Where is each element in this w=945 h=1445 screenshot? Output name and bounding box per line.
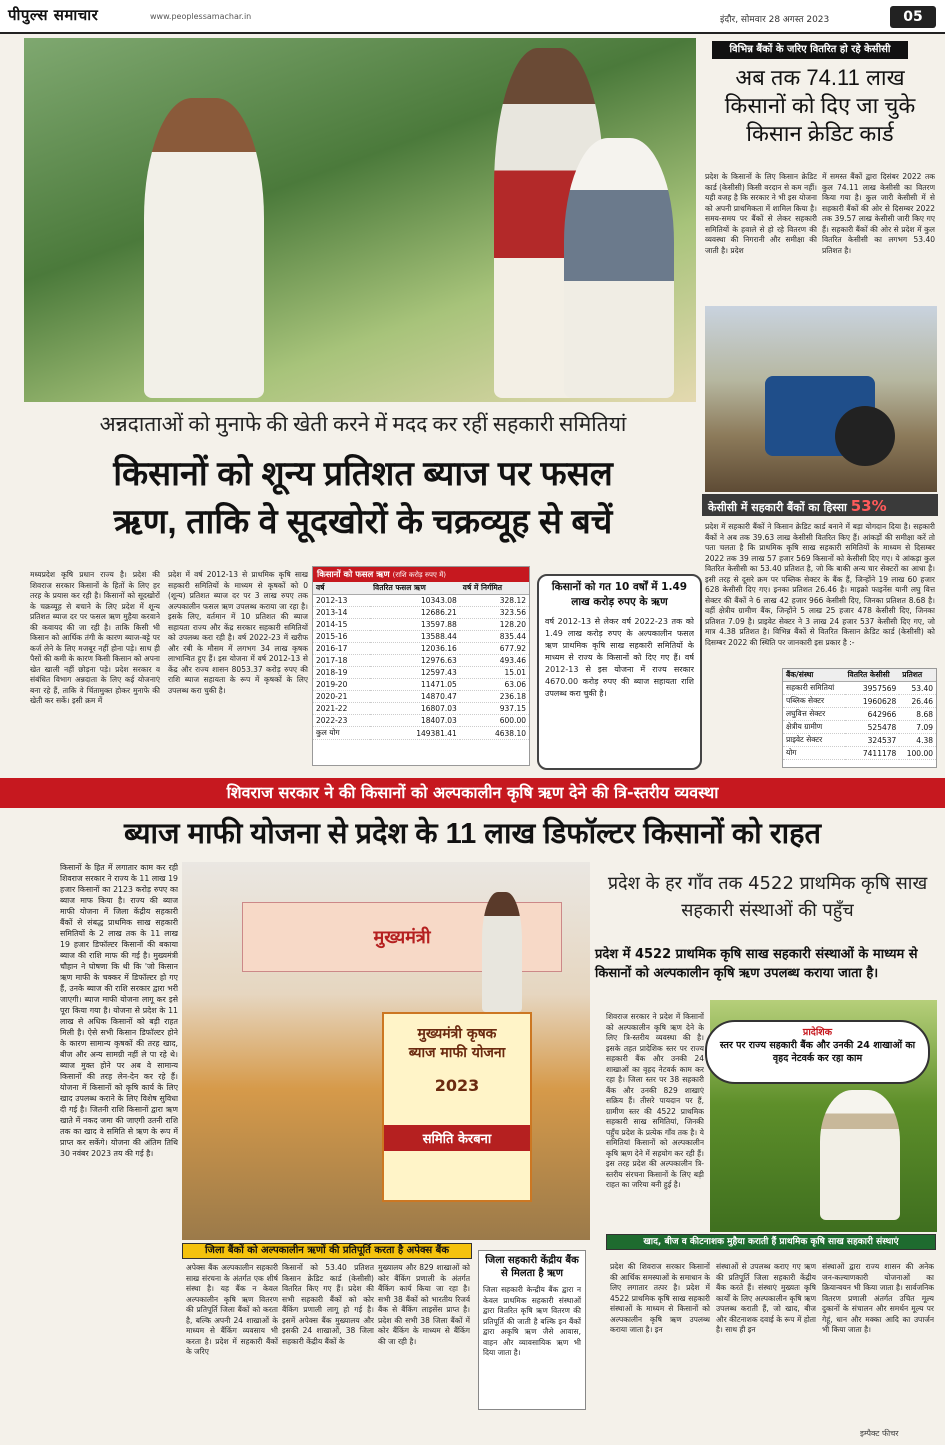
table-row — [313, 607, 529, 619]
table-cell: 12597.43 — [370, 667, 460, 679]
table-row — [783, 708, 936, 721]
bank-kcc-table-grid — [783, 669, 936, 760]
table-cell: 4.38 — [899, 734, 936, 747]
second-story-highlight: प्रदेश में 4522 प्राथमिक कृषि साख सहकारी संस्थाओं के माध्यम से किसानों को अल्पकालीन कृषि ऋण उपलब्ध कराया जाता है। — [595, 947, 918, 981]
apex-col2: किसानों को 53.40 प्रतिशत किसान क्रेडिट कार्ड (केसीसी) वितरित किए गए हैं। प्रदेश की सभी सहकारी बैंकों को कोर बैंकिंग प्रणाली लागू हो गई है। इसमें अपेक्स बैंक मुख्यालय और इसकी 24 शाखाओं, 38 जिला सहकारी केंद्रीय बैंकों के — [282, 1263, 374, 1346]
kcc-share-percent: 53% — [850, 497, 887, 515]
website-url[interactable]: www.peoplessamachar.in — [150, 12, 252, 21]
event-photo — [182, 862, 590, 1240]
table-cell: 12976.63 — [370, 655, 460, 667]
table-cell: 4638.10 — [460, 727, 529, 740]
table-cell: 323.56 — [460, 607, 529, 619]
top-story-col2: प्रदेश में वर्ष 2012-13 से प्राथमिक कृषि साख सहकारी समितियों के माध्यम से कृषकों को 0 (शून्य) प्रतिशत ब्याज दर पर 3 लाख रुपए तक अल्पकालीन फसल ऋण उपलब्ध कराया जा रहा है। इसके लिए, वर्तमान में 10 प्रतिशत की ब्याज सहायता राज्य और केंद्र सरकार सहकारी समितियों को उपलब्ध करा रही है। वर्ष 2022-23 में खरीफ और रबी के मौसम में लगभग 34 लाख कृषक लाभान्वित हुए हैं। इस योजना में वर्ष 2012-13 से केंद्र और राज्य शासन 8053.37 करोड़ रुपए की राशि ब्याज सहायता के रूप में कृषकों के लिए उपलब्ध करा चुकी है। — [168, 570, 308, 695]
headline-line-2: ऋण, ताकि वे सूदखोरों के चक्रव्यूह से बचें — [113, 503, 613, 541]
table-cell: योग — [783, 747, 845, 760]
table-cell: 2018-19 — [313, 667, 370, 679]
table-row — [783, 721, 936, 734]
table-cell: 53.40 — [899, 682, 936, 695]
bubble-title: प्रादेशिक — [802, 1027, 833, 1038]
impact-feature-credit: इम्पैक्ट फीचर — [860, 1429, 899, 1438]
masthead — [0, 0, 945, 34]
table-cell: 525478 — [845, 721, 900, 734]
fertilizer-col1: प्रदेश की शिवराज सरकार किसानों की आर्थिक समस्याओं के समाधान के लिए लगातार तत्पर है। प्रदेश में 4522 प्राथमिक कृषि साख सहकारी संस्थाओं के माध्यम से किसानों को अल्पकालीन कृषि ऋण उपलब्ध कराया जाता है। इन — [610, 1262, 710, 1334]
table-cell: 328.12 — [460, 595, 529, 607]
scheme-banner-line2: ब्याज माफी योजना — [408, 1045, 506, 1061]
crop-loan-grid — [313, 582, 529, 740]
table-cell: 14870.47 — [370, 691, 460, 703]
crop-loan-title-text: किसानों को फसल ऋण — [317, 570, 390, 580]
scheme-banner-line1: मुख्यमंत्री कृषक — [417, 1026, 497, 1042]
scheme-banner — [382, 1012, 532, 1202]
sidebar-col1: प्रदेश के किसानों के लिए किसान क्रेडिट कार्ड (केसीसी) किसी वरदान से कम नहीं। यही वजह है कि सरकार ने भी इस योजना को अपनी प्राथमिकता में शामिल किया है। समय-समय पर बैंकों से लेकर सहकारी समितियों के हवाले से हो रहे वितरण की व्यवस्था की निगरानी और समीक्षा की जाती है। प्रदेश — [705, 172, 817, 255]
kcc-caption-text: केसीसी में सहकारी बैंकों का हिस्सा — [708, 501, 847, 514]
paddy-farmer-figure — [820, 1090, 900, 1220]
kcc-share-caption — [702, 494, 938, 516]
table-cell: 100.00 — [899, 747, 936, 760]
bank-kcc-table — [782, 668, 937, 768]
table-cell: 1960628 — [845, 695, 900, 708]
table-cell: 7.09 — [899, 721, 936, 734]
table-cell: 2021-22 — [313, 703, 370, 715]
table-cell: 63.06 — [460, 679, 529, 691]
table-row — [313, 703, 529, 715]
table-row — [313, 667, 529, 679]
table-cell: 8.68 — [899, 708, 936, 721]
table-cell: 2015-16 — [313, 631, 370, 643]
apex-bank-tag: जिला बैंकों को अल्पकालीन ऋणों की प्रतिपूर्ति करता है अपेक्स बैंक — [182, 1243, 472, 1259]
fertilizer-col2: संस्थाओं से उपलब्ध कराए गए ऋण की प्रतिपूर्ति जिला सहकारी केंद्रीय बैंक करते हैं। संस्थाएं मुख्यतः कृषि कार्यों के लिए अल्पकालीन कृषि ऋण उपलब्ध कराती हैं, जो खाद, बीज और कीटनाशक दवाई के रूप में होता है। साथ ही इन — [716, 1262, 816, 1334]
table-row — [783, 695, 936, 708]
table-row — [783, 682, 936, 695]
scheme-banner-footer: समिति केरबना — [384, 1125, 530, 1151]
headline-line-1: किसानों को शून्य प्रतिशत ब्याज पर फसल — [113, 455, 613, 493]
table-row — [313, 619, 529, 631]
table-cell: 937.15 — [460, 703, 529, 715]
table-header-cell: वर्ष में निर्गमित — [460, 582, 529, 595]
table-cell: 600.00 — [460, 715, 529, 727]
farmer-figure — [144, 98, 264, 398]
ten-year-box-title: किसानों को गत 10 वर्षों में 1.49 लाख करोड़ रुपए के ऋण — [551, 581, 688, 608]
table-cell: 12036.16 — [370, 643, 460, 655]
crop-loan-table — [312, 566, 530, 766]
sidebar-headline: अब तक 74.11 लाख किसानों को दिए जा चुके किसान क्रेडिट कार्ड — [724, 65, 916, 146]
table-cell: 16807.03 — [370, 703, 460, 715]
table-cell: 2016-17 — [313, 643, 370, 655]
table-row — [313, 655, 529, 667]
table-row — [783, 734, 936, 747]
district-bank-text: जिला सहकारी केन्द्रीय बैंक द्वारा न केवल प्राथमिक सहकारी संस्थाओं द्वारा वितरित कृषि ऋण वितरण की प्रतिपूर्ति की जाती है बल्कि इन बैंकों द्वारा अकृषि ऋण जैसे आवास, वाहन और व्यावसायिक ऋण भी दिया जाता है। — [483, 1285, 581, 1357]
table-cell: 13588.44 — [370, 631, 460, 643]
table-cell: 2014-15 — [313, 619, 370, 631]
ten-year-box-text: वर्ष 2012-13 से लेकर वर्ष 2022-23 तक को 1.49 लाख करोड़ रुपए के अल्पकालीन फसल ऋण प्राथमिक कृषि साख सहकारी समितियों के माध्यम से राज्य के किसानों को दिए गए हैं। वर्ष 2012-13 से इस योजना में राज्य सरकार 4670.00 करोड़ रुपए की ब्याज सहायता राशि उपलब्ध करा चुकी है। — [545, 617, 694, 698]
table-cell: 835.44 — [460, 631, 529, 643]
table-cell: 149381.41 — [370, 727, 460, 740]
top-story-kicker: अन्नदाताओं को मुनाफे की खेती करने में मदद कर रहीं सहकारी समितियां — [99, 412, 627, 436]
table-cell: क्षेत्रीय ग्रामीण — [783, 721, 845, 734]
table-cell: 3957569 — [845, 682, 900, 695]
second-story-left-col: किसानों के हित में लगातार काम कर रही शिवराज सरकार ने राज्य के 11 लाख 19 हजार किसानों का 2123 करोड़ रुपए का ब्याज माफ किया है। राज्य की ब्याज माफी योजना में जिला केंद्रीय सहकारी बैंकों से संबद्ध प्राथमिक साख सहकारी समितियों के 2 लाख तक के 11 लाख 19 हजार डिफॉल्टर किसानों की बकाया ब्याज की राशि माफ की गई है। मुख्यमंत्री चौहान ने घोषणा कि थी कि 'जो किसान ऋण माफी के चक्कर में डिफॉल्टर हो गए हैं, उनके ब्याज की राशि सरकार द्वारा भरी जाएगी। ब्याज माफी योजना लागू कर इसे पूरा किया गया है। योजना से प्रदेश के 11 लाख से अधिक किसानों को बड़ी राहत मिली है। ऐसे सभी किसान डिफॉल्टर होने के कारण सामान्य कृषकों की तरह खाद, बीज और अन्य सामग्री नहीं ले पा रहे थे। ब्याज मुक्त होने पर अब वे सामान्य किसानों की तरह लेन-देन कर रहे हैं। योजना में किसानों को कृषि कार्य के लिए खाद उपलब्ध कराने के लिए विशेष सुविधा दी गई है। जितनी राशि किसानों द्वारा ऋण खाते में नकद जमा की जाएगी उतनी राशि तक का खाद वे समिति से ऋण के रूप में प्राप्त कर सकेंगे। योजना की अंतिम तिथि 30 नवंबर 2023 तय की गई है। — [60, 863, 178, 1158]
table-row — [783, 747, 936, 760]
table-row — [313, 595, 529, 607]
table-cell: 26.46 — [899, 695, 936, 708]
table-cell: 7411178 — [845, 747, 900, 760]
scheme-banner-year: 2023 — [434, 1076, 480, 1095]
table-cell: 2019-20 — [313, 679, 370, 691]
fertilizer-tag: खाद, बीज व कीटनाशक मुहैया कराती हैं प्राथमिक कृषि साख सहकारी संस्थाएं — [606, 1234, 936, 1250]
table-cell: 324537 — [845, 734, 900, 747]
page-number: 05 — [890, 6, 936, 28]
speaker-figure — [482, 892, 522, 1012]
edition-date: इंदौर, सोमवार 28 अगस्त 2023 — [720, 15, 830, 25]
table-cell: 2013-14 — [313, 607, 370, 619]
table-row — [313, 679, 529, 691]
table-cell: 2012-13 — [313, 595, 370, 607]
table-cell: 12686.21 — [370, 607, 460, 619]
table-cell: प्राइवेट सेक्टर — [783, 734, 845, 747]
table-cell: 2022-23 — [313, 715, 370, 727]
crop-loan-unit: (राशि करोड़ रुपए में) — [392, 571, 447, 579]
hero-photo-farmer-field — [24, 38, 696, 402]
sidebar-tag: विभिन्न बैंकों के जरिए वितरित हो रहे केसीसी — [712, 41, 908, 59]
district-bank-tag: जिला सहकारी केंद्रीय बैंक से मिलता है ऋण — [485, 1255, 579, 1279]
table-cell: 11471.05 — [370, 679, 460, 691]
table-header-cell: वितरित केसीसी — [845, 669, 900, 682]
table-cell: 10343.08 — [370, 595, 460, 607]
table-cell: 642966 — [845, 708, 900, 721]
table-header-cell: वितरित फसल ऋण — [370, 582, 460, 595]
fertilizer-col3: संस्थाओं द्वारा राज्य शासन की अनेक जन-कल्याणकारी योजनाओं का क्रियान्वयन भी किया जाता है। सार्वजनिक वितरण प्रणाली अंतर्गत उचित मूल्य दुकानों के संचालन और समर्थन मूल्य पर गेहूं, धान और मक्का आदि का उपार्जन भी किया जाता है। — [822, 1262, 934, 1334]
table-row — [313, 691, 529, 703]
table-header-cell: प्रतिशत — [899, 669, 936, 682]
newspaper-logo: पीपुल्स समाचार — [8, 6, 99, 24]
second-story-headline: ब्याज माफी योजना से प्रदेश के 11 लाख डिफॉल्टर किसानों को राहत — [123, 818, 822, 850]
apex-col3: मुख्यालय और 829 शाखाओं को कोर बैंकिंग प्रणाली के अंतर्गत बैंकिंग कार्य किया जा रहा है। सभी 38 बैंकों को भारतीय रिजर्व बैंक से बैंकिंग लाइसेंस प्राप्त है। प्रदेश की सभी 38 जिला बैंकों में कोर बैंकिंग के माध्यम से बैंकिंग की जा रही है। — [378, 1263, 470, 1346]
top-story-col1: मध्यप्रदेश कृषि प्रधान राज्य है। प्रदेश की शिवराज सरकार किसानों के हितों के लिए हर तरह के प्रयास कर रही है। किसानों को सूदखोरों के चक्रव्यूह से बचाने के लिए प्रदेश में शून्य प्रतिशत ब्याज दर पर फसल ऋण मुहैया करवाने की कवायद की जा रही है। ताकि किसी भी किसान को आर्थिक तंगी के कारण ब्याज-बट्टे पर कर्ज लेने के लिए मजबूर नहीं होना पड़े। साथ ही पैसों की कमी के कारण किसी किसान को अपना खेत खाली नहीं छोड़ना पड़े। प्रदेश सरकार व संबंधित विभाग अन्नदाता के लिए कई योजनाएं बना रहे हैं, ताकि वे चिंतामुक्त होकर मुनाफे की खेती कर सकें। इसी क्रम में — [30, 570, 160, 705]
table-cell: पब्लिक सेक्टर — [783, 695, 845, 708]
apex-col1: अपेक्स बैंक अल्पकालीन सहकारी साख संरचना के अंतर्गत एक शीर्ष संस्था है। यह बैंक न केवल अल्पकालीन कृषि ऋण वितरण की प्रतिपूर्ति जिला बैंकों को करता है, बल्कि अपनी 24 शाखाओं के माध्यम से बैंकिंग व्यवसाय भी करता है। प्रदेश में सहकारी बैंकों के जरिए — [186, 1263, 278, 1356]
second-story-banner: शिवराज सरकार ने की किसानों को अल्पकालीन कृषि ऋण देने की त्रि-स्तरीय व्यवस्था — [0, 778, 945, 808]
table-cell: सहकारी समितियां — [783, 682, 845, 695]
table-header-cell: बैंक/संस्था — [783, 669, 845, 682]
table-row — [313, 643, 529, 655]
table-cell: 15.01 — [460, 667, 529, 679]
state-level-bubble — [705, 1020, 930, 1084]
second-story-subhead: प्रदेश के हर गाँव तक 4522 प्राथमिक कृषि साख सहकारी संस्थाओं की पहुँच — [607, 873, 928, 921]
table-cell: 2020-21 — [313, 691, 370, 703]
second-story-right-col: शिवराज सरकार ने प्रदेश में किसानों को अल्पकालीन कृषि ऋण देने के लिए त्रि-स्तरीय व्यवस्था की है। इसके तहत प्रादेशिक स्तर पर राज्य सहकारी बैंक और उनकी 24 शाखाओं का वृहद नेटवर्क काम कर रहा है। जिला स्तर पर 38 सहकारी बैंक और उनकी 829 शाखाएं सक्रिय हैं। तीसरे पायदान पर हैं, ग्रामीण स्तर की 4522 प्राथमिक सहकारी साख समितियां, जिनकी पहुँच प्रदेश के प्रत्येक गाँव तक है। ये समितियां किसानों को अल्पकालीन कृषि ऋण देने में सहयोग कर रही हैं। इस तरह प्रदेश की अल्पकालीन त्रि-स्तरीय संरचना किसानों के लिए बड़ी राहत का जरिया बनी हुई है। — [606, 1012, 704, 1189]
district-bank-box — [478, 1250, 586, 1410]
sidebar-col2: में समस्त बैंकों द्वारा दिसंबर 2022 तक कुल 74.11 लाख केसीसी का वितरण किया गया है। कुल जारी केसीसी में से सहकारी बैंकों की ओर से दिसम्बर 2022 तक 39.57 लाख केसीसी जारी किए गए हैं। सहकारी बैंकों की ओर से प्रदेश में कुल वितरित केसीसी का लगभग 53.40 प्रतिशत है। — [822, 172, 935, 255]
table-cell: कुल योग — [313, 727, 370, 740]
table-cell: 18407.03 — [370, 715, 460, 727]
table-row — [313, 715, 529, 727]
table-cell: 2017-18 — [313, 655, 370, 667]
table-row — [313, 631, 529, 643]
table-cell: लघुवित्त सेक्टर — [783, 708, 845, 721]
crop-loan-table-title — [313, 567, 529, 582]
tractor-photo — [705, 306, 937, 492]
top-story-headline — [28, 450, 698, 546]
table-header-cell: वर्ष — [313, 582, 370, 595]
table-cell: 493.46 — [460, 655, 529, 667]
elderly-farmer-figure — [564, 138, 674, 398]
bubble-text: स्तर पर राज्य सहकारी बैंक और उनकी 24 शाखाओं का वृहद नेटवर्क कर रहा काम — [719, 1040, 916, 1064]
table-cell: 128.20 — [460, 619, 529, 631]
table-cell: 236.18 — [460, 691, 529, 703]
table-cell: 13597.88 — [370, 619, 460, 631]
table-row — [313, 727, 529, 740]
stage-banner-title: मुख्यमंत्री — [373, 927, 431, 948]
table-cell: 677.92 — [460, 643, 529, 655]
tractor-wheel — [835, 406, 895, 466]
sidebar-body: प्रदेश में सहकारी बैंकों ने किसान क्रेडिट कार्ड बनाने में बड़ा योगदान दिया है। सहकारी बैंकों ने अब तक 39.63 लाख केसीसी वितरित किए हैं। आंकड़ों की समीक्षा करें तो पता चलता है कि प्राथमिक कृषि साख सहकारी समितियों के माध्यम से दिसम्बर 2022 तक 39 लाख 57 हजार 569 किसानों को केसीसी दिए गए। ये आंकड़ा कुल वितरित केसीसी का 53.40 प्रतिशत है, जो कि बाकी अन्य चार सेक्टरों का आधा है। इसी तरह से दूसरे क्रम पर पब्लिक सेक्टर के बैंक हैं, जिन्होंने 19 लाख 60 हजार 628 केसीसी दिए गए। इनका प्रतिशत 26.46 है। माइक्रो फाइनेंस यानी लघु वित्त सेक्टर की बैंकों ने 6 लाख 42 हजार 966 केसीसी दिए, जिनका प्रतिशत 8.68 है। वहीं क्षेत्रीय ग्रामीण बैंक, जिन्होंने 5 लाख 25 हजार 478 केसीसी दिए, जिनका प्रतिशत 7.09 है। प्राइवेट सेक्टर ने 3 लाख 24 हजार 537 केसीसी दिए गए, जो मात्र 4.38 प्रतिशत है। विभिन्न बैंकों से वितरित किसान क्रेडिट कार्ड (केसीसी) को दिसम्बर 2022 की स्थिति पर जानकारी इस प्रकार है :- — [705, 522, 935, 647]
ten-year-loan-box — [537, 574, 702, 770]
